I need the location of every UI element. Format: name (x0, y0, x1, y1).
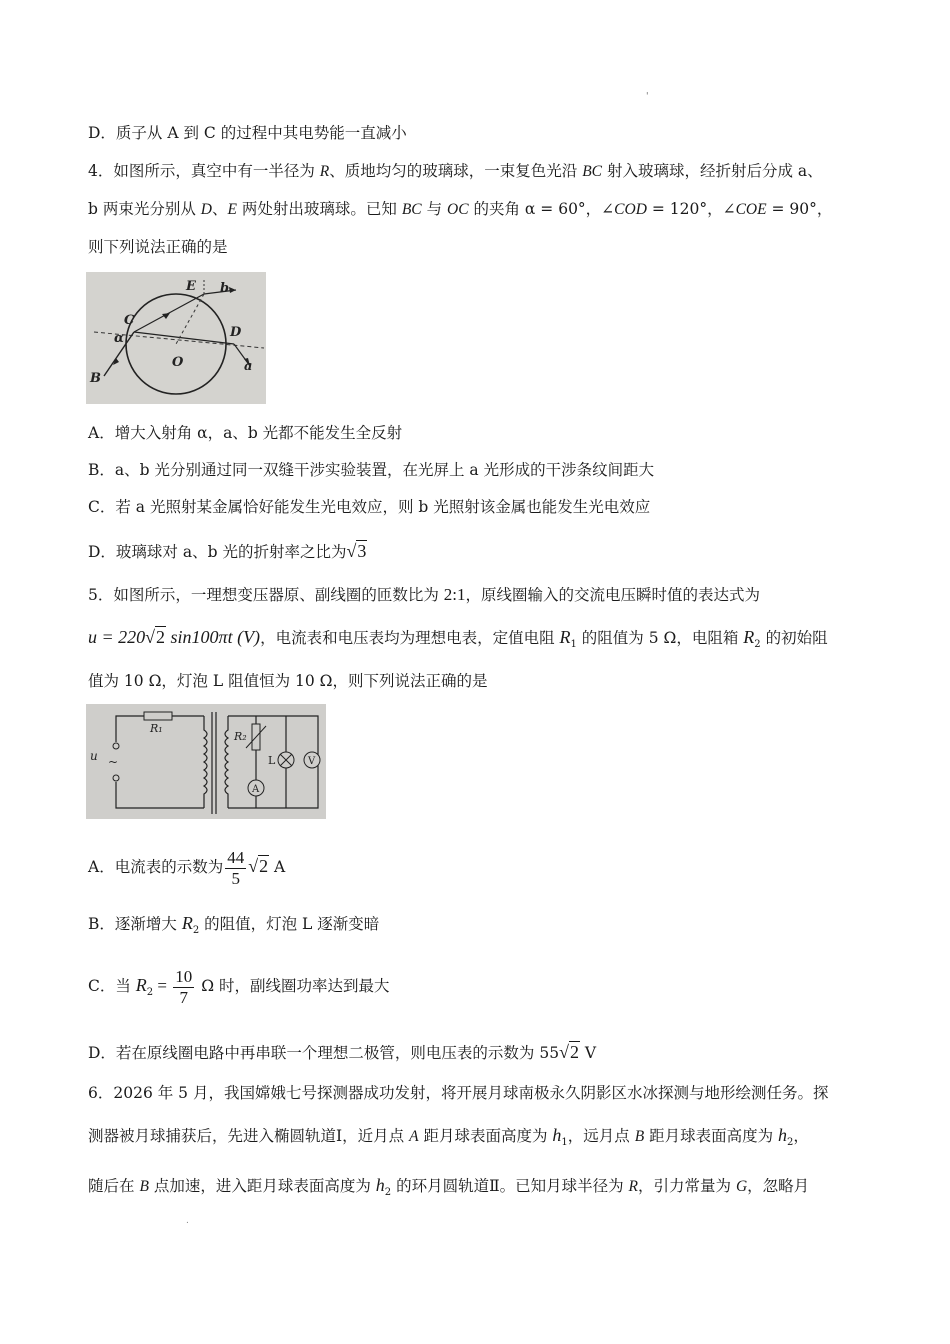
transformer-circuit-figure (86, 704, 326, 819)
fig4-label-b: b (220, 281, 230, 296)
q4-stem-line1: 4．如图所示，真空中有一半径为 R、质地均匀的玻璃球，一束复色光沿 BC 射入玻璃球，经折射后分成 a、 (88, 162, 823, 180)
fig5-label-tilde: ~ (108, 755, 119, 769)
q4-option-c: C．若 a 光照射某金属恰好能发生光电效应，则 b 光照射该金属也能发生光电效应 (88, 498, 651, 516)
fig4-label-o: O (172, 355, 184, 370)
fig4-label-bpoint: B (90, 371, 101, 386)
fig5-label-r1: R₁ (150, 722, 163, 735)
fig4-label-a: a (244, 359, 253, 374)
header-mark: ' (646, 92, 649, 102)
fig4-label-alpha: α (114, 331, 125, 346)
fig5-label-l: L (268, 754, 276, 767)
q4-option-a: A．增大入射角 α，a、b 光都不能发生全反射 (88, 424, 403, 442)
q5-option-c: C．当 $R_2$ = $\frac{10}{7}$ Ω 时，副线圈功率达到最大 (88, 966, 390, 1007)
fig5-label-voltmeter: V (308, 756, 316, 767)
q6-stem-line3: 随后在 B 点加速，进入距月球表面高度为 $h_2$ 的环月圆轨道Ⅱ。已知月球半径为 R，引力常量为 G，忽略月 (88, 1175, 810, 1199)
fig5-label-u: u (90, 749, 98, 763)
fig5-label-r2: R₂ (234, 730, 247, 743)
q5-stem-line1: 5．如图所示，一理想变压器原、副线圈的匝数比为 2:1，原线圈输入的交流电压瞬时值的表达式为 (88, 585, 761, 604)
q6-stem-line2: 测器被月球捕获后，先进入椭圆轨道Ⅰ，近月点 A 距月球表面高度为 $h_1$，远月点 B 距月球表面高度为 $h_2$， (88, 1125, 809, 1149)
footer-mark: . (186, 1216, 189, 1226)
q5-stem-line3: 值为 10 Ω，灯泡 L 阻值恒为 10 Ω，则下列说法正确的是 (88, 672, 488, 690)
q4-option-d: D．玻璃球对 a、b 光的折射率之比为√3 (88, 541, 367, 561)
fig4-label-c: C (124, 313, 135, 328)
q5-option-d: D．若在原线圈电路中再串联一个理想二极管，则电压表的示数为 55√2 V (88, 1042, 597, 1062)
q5-option-a: A．电流表的示数为 $\frac{44}{5}$ √2 A (88, 847, 286, 888)
q6-stem-line1: 6．2026 年 5 月，我国嫦娥七号探测器成功发射，将开展月球南极永久阴影区水冰探测与地形绘测任务。探 (88, 1084, 829, 1102)
q4-stem-line3: 则下列说法正确的是 (88, 238, 228, 256)
fig5-label-ammeter: A (252, 784, 260, 795)
q3-option-d: D．质子从 A 到 C 的过程中其电势能一直减小 (88, 124, 407, 142)
q5-stem-line2: u = 220√2 sin100πt (V)，电流表和电压表均为理想电表，定值电阻 $R_1$ 的阻值为 5 Ω，电阻箱 $R_2$ 的初始阻 (88, 627, 828, 651)
fig4-label-d: D (230, 325, 242, 340)
glass-ball-figure (86, 272, 266, 404)
q5-option-b: B．逐渐增大 $R_2$ 的阻值，灯泡 L 逐渐变暗 (88, 913, 380, 937)
q4-option-b: B．a、b 光分别通过同一双缝干涉实验装置，在光屏上 a 光形成的干涉条纹间距大 (88, 461, 655, 479)
fig4-label-e: E (186, 279, 196, 294)
q4-stem-line2: b 两束光分别从 D、E 两处射出玻璃球。已知 BC 与 OC 的夹角 α = 60°，∠COD = 120°，∠COE = 90°， (88, 200, 833, 218)
